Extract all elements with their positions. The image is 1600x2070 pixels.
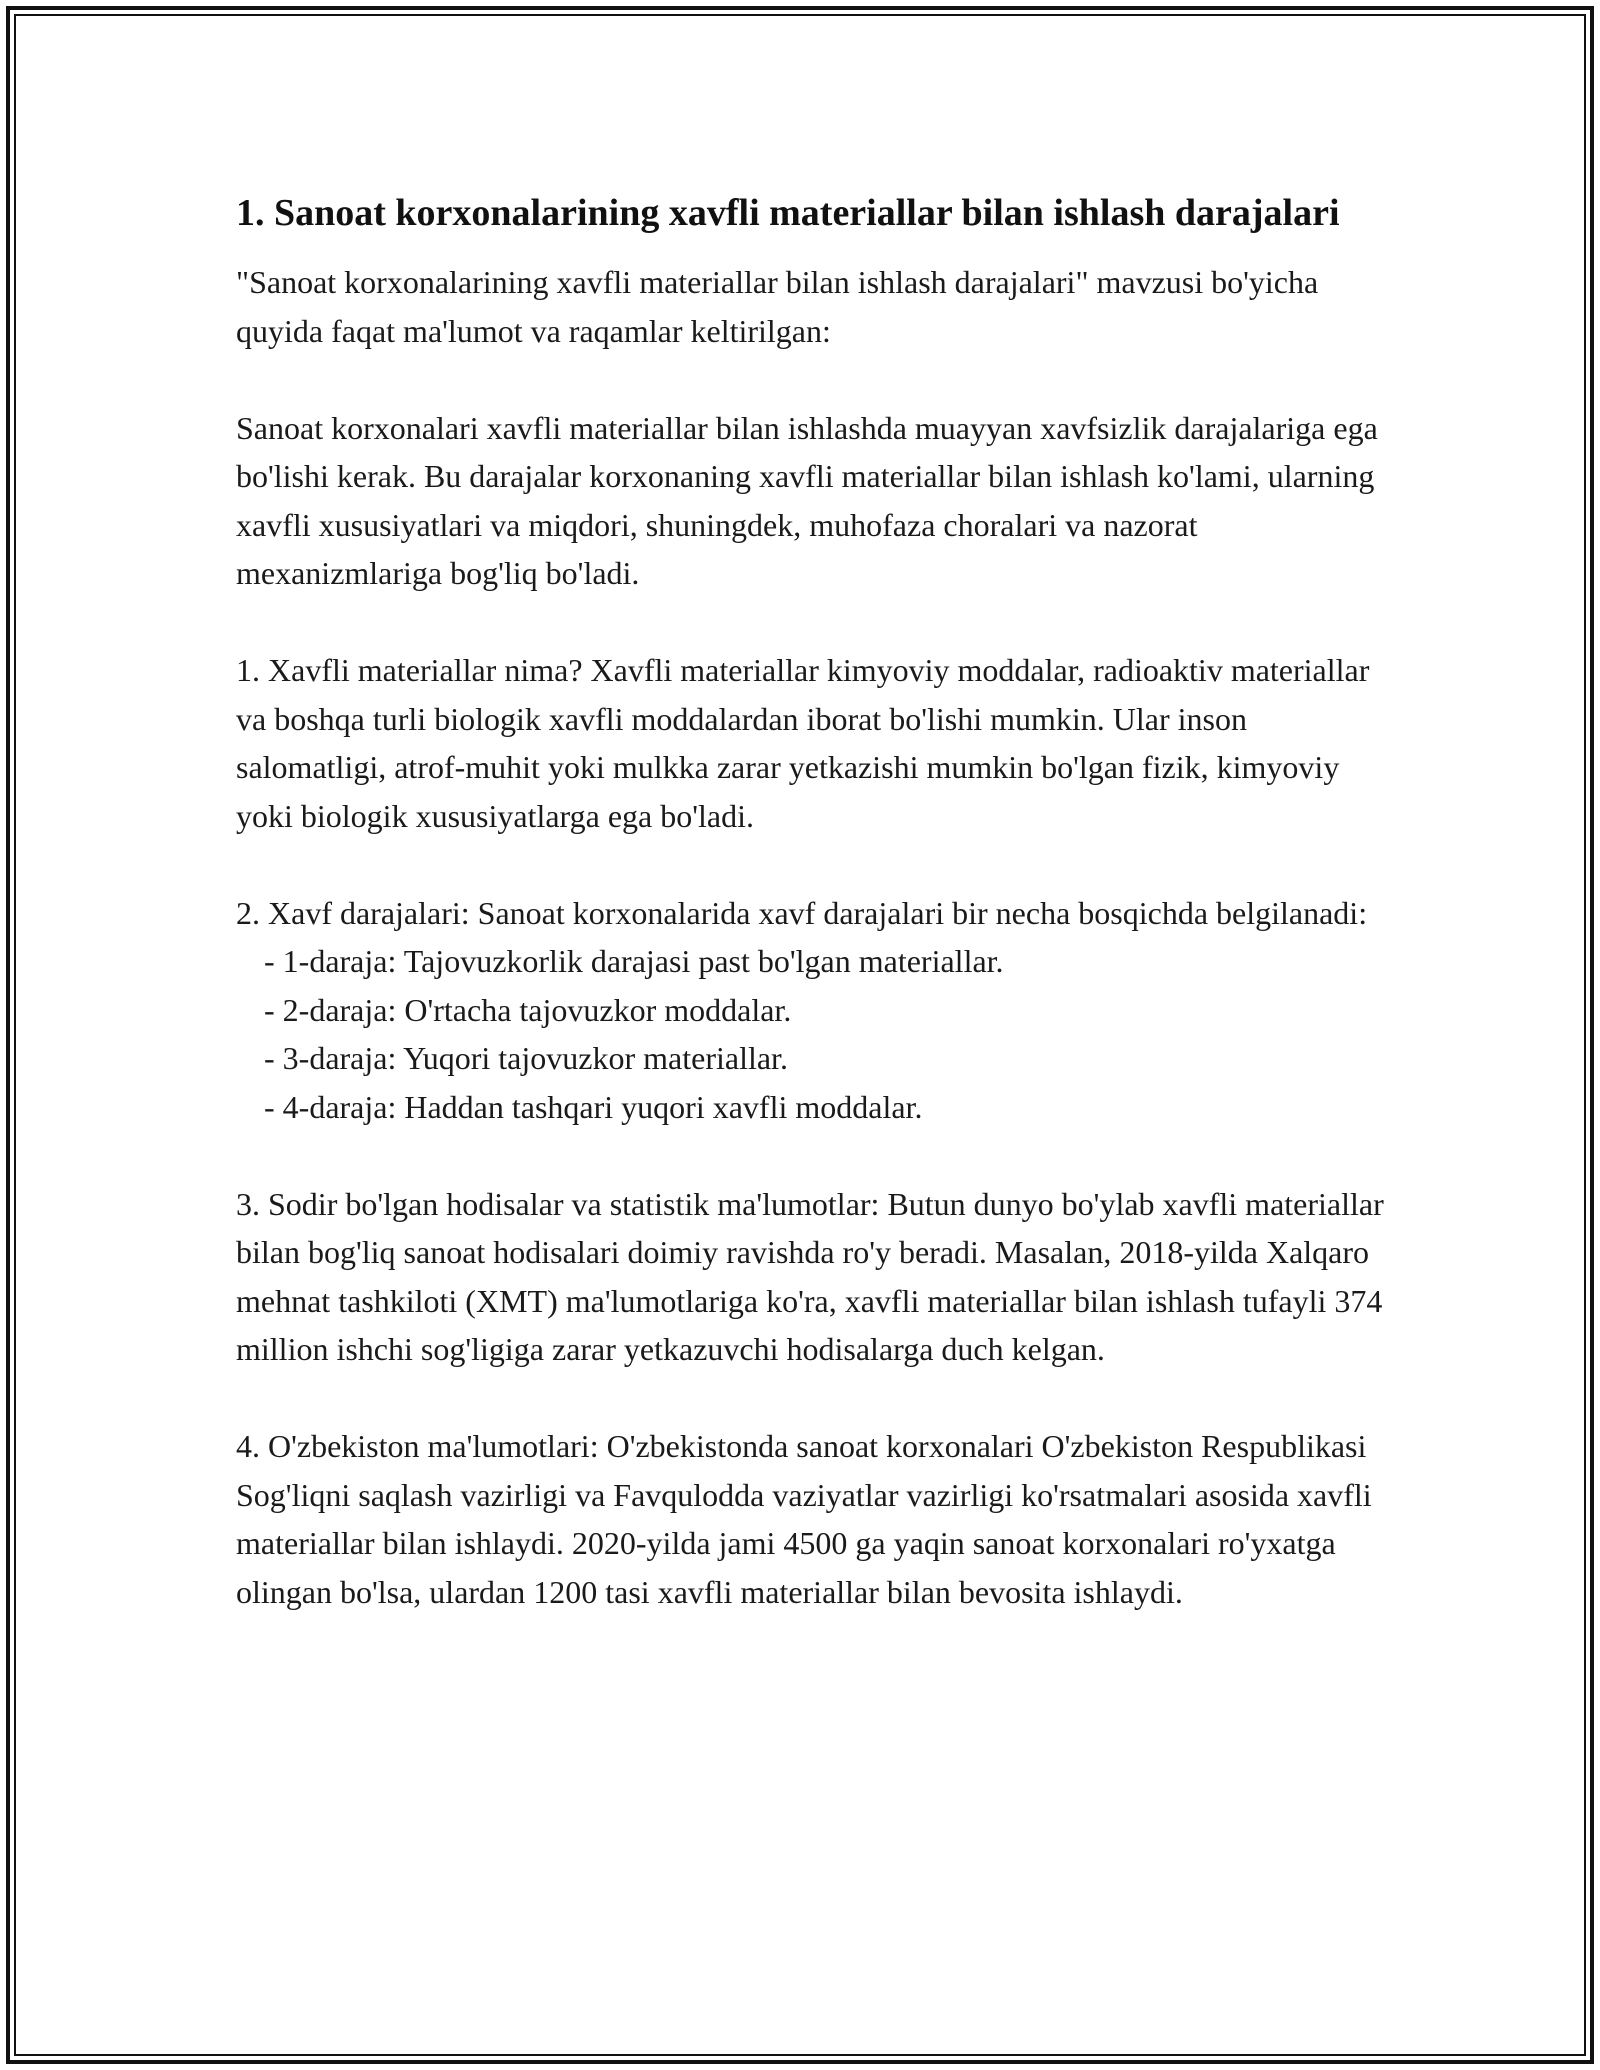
list-item: - 3-daraja: Yuqori tajovuzkor materiallar.: [264, 1040, 788, 1076]
document-title: 1. Sanoat korxonalarining xavfli materiallar bilan ishlash darajalari: [236, 192, 1340, 234]
overview-paragraph: Sanoat korxonalari xavfli materiallar bilan ishlashda muayyan xavfsizlik darajalariga ega bo'lishi kerak. Bu darajalar korxonaning xavfli materiallar bilan ishlash ko'lami, ularning xavfli xususiyatlari va miqdori, shuningdek, muhofaza choralari va nazorat mexanizmlariga bog'liq bo'ladi.: [236, 409, 1378, 591]
hazard-levels-list: [236, 937, 1386, 1131]
section-4-paragraph: 4. O'zbekiston ma'lumotlari: O'zbekistonda sanoat korxonalari O'zbekiston Respublikasi Sog'liqni saqlash vazirligi va Favqulodda vaziyatlar vazirligi ko'rsatmalari asosida xavfli materiallar bilan ishlaydi. 2020-yilda jami 4500 ga yaqin sanoat korxonalari ro'yxatga olingan bo'lsa, ulardan 1200 tasi xavfli materiallar bilan bevosita ishlaydi.: [236, 1428, 1372, 1610]
list-item: - 1-daraja: Tajovuzkorlik darajasi past bo'lgan materiallar.: [264, 943, 1004, 979]
intro-paragraph: "Sanoat korxonalarining xavfli materiallar bilan ishlash darajalari" mavzusi bo'yicha quyida faqat ma'lumot va raqamlar keltirilgan:: [236, 264, 1319, 349]
section-2-intro: 2. Xavf darajalari: Sanoat korxonalarida xavf darajalari bir necha bosqichda belgilanadi:: [236, 894, 1368, 931]
list-item: - 4-daraja: Haddan tashqari yuqori xavfli moddalar.: [264, 1088, 923, 1125]
section-1-paragraph: 1. Xavfli materiallar nima? Xavfli materiallar kimyoviy moddalar, radioaktiv materiallar va boshqa turli biologik xavfli moddalardan iborat bo'lishi mumkin. Ular inson salomatligi, atrof-muhit yoki mulkka zarar yetkazishi mumkin bo'lgan fizik, kimyoviy yoki biologik xususiyatlarga ega bo'ladi.: [236, 652, 1370, 834]
list-item: - 2-daraja: O'rtacha tajovuzkor moddalar.: [264, 991, 792, 1028]
document-body: [236, 186, 1386, 1665]
section-3-paragraph: 3. Sodir bo'lgan hodisalar va statistik ma'lumotlar: Butun dunyo bo'ylab xavfli materiallar bilan bog'liq sanoat hodisalari doimiy ravishda ro'y beradi. Masalan, 2018-yilda Xalqaro mehnat tashkiloti (XMT) ma'lumotlariga ko'ra, xavfli materiallar bilan ishlash tufayli 374 million ishchi sog'ligiga zarar yetkazuvchi hodisalarga duch kelgan.: [236, 1185, 1384, 1367]
section-2-block: [236, 889, 1386, 1132]
